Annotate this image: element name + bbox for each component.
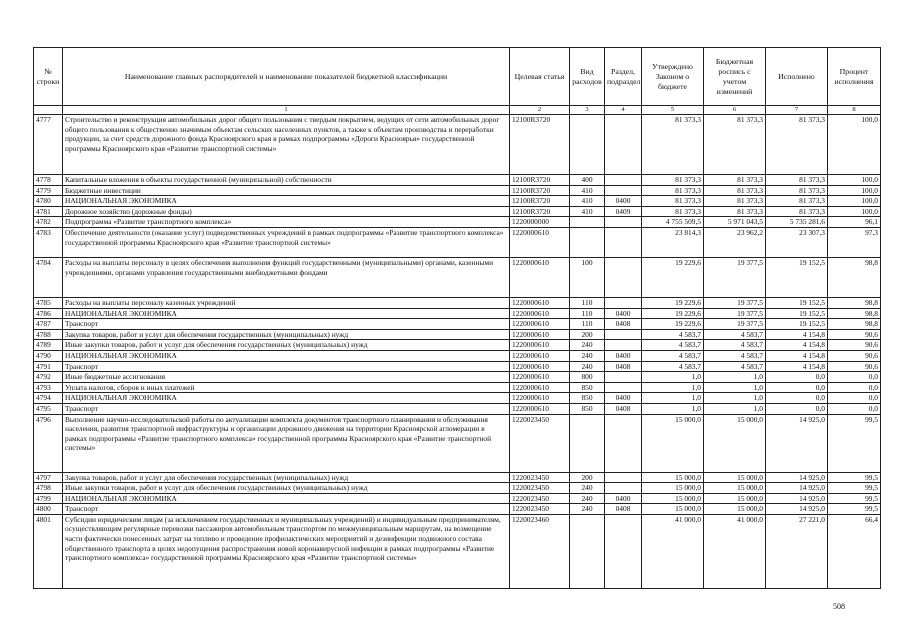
row-executed: 14 925,0 [766,483,828,494]
column-number: 2 [510,106,570,115]
row-section [605,372,642,383]
row-budget: 19 377,5 [704,297,766,308]
row-name: Выполнение научно-исследовательской работы по актуализации комплекта документов транспортного планирования и обслуживания населения, развития транспортной инфраструктуры и организации дорожного движения на территории Красноярской агломерации в рамках подпрограммы «Развитие транспортного комплекса» государственной программы Красноярского края «Развитие транспортной системы» [63,414,510,472]
row-name: Строительство и реконструкция автомобильных дорог общего пользования с твердым покрытием, ведущих от сети автомобильных дорог общего пользования к общественно значимым объектам сельских населенных пунктов, а также к объектам производства и переработки продукции, за счет средств дорожного фонда Красноярского края в рамках подпрограммы «Дороги Красноярья» государственной программы Красноярского края «Развитие транспортной системы» [63,115,510,175]
row-target-code: 1220000610 [510,297,570,308]
row-percent: 90,6 [828,361,881,372]
row-target-code: 12100R3720 [510,206,570,217]
row-executed: 19 152,5 [766,297,828,308]
col-header-pct: Процент исполнения [828,48,881,106]
row-section: 0400 [605,350,642,361]
row-target-code: 1220000610 [510,340,570,351]
row-number: 4787 [34,319,63,330]
row-section [605,514,642,588]
table-row [34,319,881,330]
row-section [605,414,642,472]
row-executed: 0,0 [766,393,828,404]
row-expense-type [570,217,605,228]
table-row [34,329,881,340]
row-number: 4777 [34,115,63,175]
row-target-code: 12100R3720 [510,196,570,207]
row-number: 4778 [34,175,63,186]
row-number: 4795 [34,403,63,414]
row-approved: 1,0 [642,382,704,393]
row-budget: 1,0 [704,382,766,393]
row-percent: 100,0 [828,115,881,175]
row-section [605,382,642,393]
row-target-code: 1220000610 [510,382,570,393]
row-executed: 4 154,8 [766,340,828,351]
row-target-code: 1220023450 [510,472,570,483]
row-number: 4781 [34,206,63,217]
row-target-code: 12100R3720 [510,115,570,175]
row-expense-type: 240 [570,350,605,361]
row-budget: 23 962,2 [704,227,766,257]
row-section [605,115,642,175]
row-expense-type: 240 [570,493,605,504]
row-name: Транспорт [63,319,510,330]
row-budget: 81 373,3 [704,115,766,175]
row-section [605,257,642,297]
row-budget: 15 000,0 [704,493,766,504]
row-target-code: 1220023460 [510,514,570,588]
row-approved: 15 000,0 [642,472,704,483]
row-section [605,340,642,351]
row-budget: 81 373,3 [704,175,766,186]
row-executed: 19 152,5 [766,257,828,297]
row-section: 0408 [605,361,642,372]
row-target-code: 1220000000 [510,217,570,228]
row-number: 4793 [34,382,63,393]
row-name: Бюджетные инвестиции [63,185,510,196]
row-budget: 4 583,7 [704,329,766,340]
table-row [34,372,881,383]
row-section [605,185,642,196]
row-name: Иные бюджетные ассигнования [63,372,510,383]
column-number: 1 [63,106,510,115]
row-budget: 15 000,0 [704,504,766,515]
row-section: 0400 [605,393,642,404]
row-budget: 1,0 [704,372,766,383]
col-header-approved: Утверждено Законом о бюджете [642,48,704,106]
row-budget: 5 971 043,5 [704,217,766,228]
row-budget: 1,0 [704,403,766,414]
row-percent: 0,0 [828,382,881,393]
table-header-row [34,48,881,106]
row-budget: 41 000,0 [704,514,766,588]
row-name: Дорожное хозяйство (дорожные фонды) [63,206,510,217]
row-name: Уплата налогов, сборов и иных платежей [63,382,510,393]
row-section [605,472,642,483]
table-body [34,115,881,589]
row-name: НАЦИОНАЛЬНАЯ ЭКОНОМИКА [63,393,510,404]
table-row [34,483,881,494]
row-executed: 14 925,0 [766,414,828,472]
row-name: НАЦИОНАЛЬНАЯ ЭКОНОМИКА [63,308,510,319]
row-executed: 0,0 [766,403,828,414]
table-row [34,382,881,393]
row-budget: 4 583,7 [704,350,766,361]
col-header-num: № строки [34,48,63,106]
table-row [34,227,881,257]
row-name: Иные закупки товаров, работ и услуг для обеспечения государственных (муниципальных) нужд [63,483,510,494]
row-expense-type: 240 [570,361,605,372]
row-percent: 99,5 [828,483,881,494]
row-executed: 23 307,3 [766,227,828,257]
row-percent: 100,0 [828,175,881,186]
row-expense-type: 240 [570,504,605,515]
row-section [605,175,642,186]
row-budget: 19 377,5 [704,257,766,297]
row-expense-type: 800 [570,372,605,383]
row-approved: 81 373,3 [642,115,704,175]
row-percent: 0,0 [828,393,881,404]
row-number: 4789 [34,340,63,351]
row-approved: 15 000,0 [642,414,704,472]
row-section [605,297,642,308]
row-section: 0400 [605,493,642,504]
table-row [34,414,881,472]
table-row [34,514,881,588]
row-executed: 27 221,0 [766,514,828,588]
row-number: 4786 [34,308,63,319]
row-expense-type: 240 [570,340,605,351]
row-executed: 81 373,3 [766,115,828,175]
row-section: 0400 [605,308,642,319]
column-number-blank [34,106,63,115]
row-percent: 99,5 [828,414,881,472]
row-executed: 81 373,3 [766,185,828,196]
row-approved: 4 583,7 [642,350,704,361]
row-percent: 98,8 [828,308,881,319]
row-expense-type: 200 [570,329,605,340]
row-expense-type: 410 [570,185,605,196]
table-row [34,196,881,207]
row-executed: 14 925,0 [766,493,828,504]
row-budget: 15 000,0 [704,414,766,472]
table-row [34,472,881,483]
row-expense-type: 110 [570,319,605,330]
row-expense-type: 850 [570,393,605,404]
row-number: 4784 [34,257,63,297]
row-executed: 4 154,8 [766,361,828,372]
row-target-code: 1220000610 [510,227,570,257]
row-expense-type: 110 [570,308,605,319]
row-name: Субсидии юридическим лицам (за исключением государственных и муниципальных учреждений) и индивидуальным предпринимателям, осуществляющим регулярные перевозки пассажиров автомобильным транспортом по межмуниципальным маршрутам, на возмещение части фактически понесенных затрат на топливо и проведение профилактических мероприятий и дезинфекции подвижного состава общественного транспорта в целях недопущения распространения новой коронавирусной инфекции в рамках подпрограммы «Развитие транспортного комплекса» государственной программы Красноярского края «Развитие транспортной системы» [63,514,510,588]
table-row [34,308,881,319]
row-section [605,483,642,494]
row-number: 4782 [34,217,63,228]
row-number: 4797 [34,472,63,483]
col-header-code: Целевая статья [510,48,570,106]
row-percent: 90,6 [828,350,881,361]
row-percent: 99,5 [828,472,881,483]
row-number: 4779 [34,185,63,196]
row-approved: 15 000,0 [642,504,704,515]
row-budget: 15 000,0 [704,483,766,494]
row-number: 4799 [34,493,63,504]
row-target-code: 12100R3720 [510,185,570,196]
row-target-code: 1220023450 [510,493,570,504]
row-target-code: 1220000610 [510,403,570,414]
row-name: Закупка товаров, работ и услуг для обеспечения государственных (муниципальных) нужд [63,329,510,340]
row-budget: 19 377,5 [704,319,766,330]
table-row [34,206,881,217]
row-approved: 1,0 [642,372,704,383]
row-approved: 81 373,3 [642,185,704,196]
row-name: НАЦИОНАЛЬНАЯ ЭКОНОМИКА [63,196,510,207]
row-percent: 99,5 [828,504,881,515]
row-target-code: 1220000610 [510,319,570,330]
table-row [34,393,881,404]
row-section [605,217,642,228]
row-approved: 1,0 [642,393,704,404]
row-target-code: 1220000610 [510,393,570,404]
row-percent: 98,8 [828,319,881,330]
row-name: Обеспечение деятельности (оказание услуг) подведомственных учреждений в рамках подпрограммы «Развитие транспортного комплекса» государственной программы Красноярского края «Развитие транспортной системы» [63,227,510,257]
row-name: Расходы на выплаты персоналу казенных учреждений [63,297,510,308]
col-header-razd: Раздел, подраздел [605,48,642,106]
row-executed: 4 154,8 [766,329,828,340]
column-number: 6 [704,106,766,115]
row-number: 4801 [34,514,63,588]
row-approved: 23 814,3 [642,227,704,257]
col-header-name: Наименование главных распорядителей и наименование показателей бюджетной классификации [63,48,510,106]
row-percent: 97,3 [828,227,881,257]
row-executed: 81 373,3 [766,175,828,186]
row-section: 0408 [605,319,642,330]
table-row [34,185,881,196]
table-row [34,350,881,361]
column-number: 8 [828,106,881,115]
row-percent: 66,4 [828,514,881,588]
row-expense-type [570,115,605,175]
row-expense-type: 240 [570,483,605,494]
row-budget: 81 373,3 [704,206,766,217]
row-approved: 41 000,0 [642,514,704,588]
row-number: 4780 [34,196,63,207]
row-budget: 81 373,3 [704,185,766,196]
table-row [34,297,881,308]
row-number: 4783 [34,227,63,257]
row-budget: 15 000,0 [704,472,766,483]
row-section [605,227,642,257]
table-row [34,504,881,515]
row-number: 4800 [34,504,63,515]
row-number: 4798 [34,483,63,494]
row-name: Подпрограмма «Развитие транспортного комплекса» [63,217,510,228]
row-section: 0408 [605,403,642,414]
row-percent: 98,8 [828,257,881,297]
budget-table [33,47,881,589]
row-executed: 14 925,0 [766,504,828,515]
row-target-code: 1220000610 [510,361,570,372]
row-approved: 19 229,6 [642,319,704,330]
row-target-code: 12100R3720 [510,175,570,186]
row-target-code: 1220000610 [510,257,570,297]
row-percent: 90,6 [828,340,881,351]
row-name: Транспорт [63,403,510,414]
table-row [34,115,881,175]
row-number: 4788 [34,329,63,340]
row-number: 4792 [34,372,63,383]
row-name: Закупка товаров, работ и услуг для обеспечения государственных (муниципальных) нужд [63,472,510,483]
col-header-vid: Вид расходов [570,48,605,106]
column-number-row [34,106,881,115]
table-row [34,340,881,351]
row-approved: 81 373,3 [642,175,704,186]
row-percent: 0,0 [828,403,881,414]
row-executed: 0,0 [766,372,828,383]
row-percent: 99,5 [828,493,881,504]
row-approved: 4 583,7 [642,340,704,351]
row-name: НАЦИОНАЛЬНАЯ ЭКОНОМИКА [63,493,510,504]
row-target-code: 1220023450 [510,414,570,472]
row-budget: 19 377,5 [704,308,766,319]
row-target-code: 1220000610 [510,372,570,383]
row-name: НАЦИОНАЛЬНАЯ ЭКОНОМИКА [63,350,510,361]
row-approved: 81 373,3 [642,196,704,207]
row-executed: 81 373,3 [766,206,828,217]
row-number: 4790 [34,350,63,361]
row-expense-type: 110 [570,297,605,308]
row-number: 4794 [34,393,63,404]
table-row [34,175,881,186]
table-row [34,257,881,297]
row-expense-type: 200 [570,472,605,483]
column-number: 3 [570,106,605,115]
row-target-code: 1220000610 [510,350,570,361]
row-expense-type [570,414,605,472]
table-row [34,361,881,372]
row-name: Транспорт [63,504,510,515]
row-expense-type [570,227,605,257]
row-number: 4785 [34,297,63,308]
row-percent: 0,0 [828,372,881,383]
row-expense-type: 410 [570,196,605,207]
row-target-code: 1220023450 [510,504,570,515]
row-executed: 19 152,5 [766,319,828,330]
row-expense-type: 400 [570,175,605,186]
row-number: 4791 [34,361,63,372]
table-row [34,493,881,504]
row-approved: 81 373,3 [642,206,704,217]
row-target-code: 1220000610 [510,308,570,319]
row-expense-type: 850 [570,382,605,393]
row-target-code: 1220000610 [510,329,570,340]
row-executed: 4 154,8 [766,350,828,361]
row-name: Капитальные вложения в объекты государственной (муниципальной) собственности [63,175,510,186]
row-percent: 100,0 [828,206,881,217]
row-expense-type [570,514,605,588]
row-budget: 81 373,3 [704,196,766,207]
row-percent: 98,8 [828,297,881,308]
row-percent: 90,6 [828,329,881,340]
row-approved: 15 000,0 [642,483,704,494]
column-number: 5 [642,106,704,115]
page-number: 508 [833,602,845,611]
row-executed: 14 925,0 [766,472,828,483]
row-section [605,329,642,340]
column-number: 7 [766,106,828,115]
row-section: 0408 [605,504,642,515]
row-number: 4796 [34,414,63,472]
row-executed: 5 735 281,6 [766,217,828,228]
row-approved: 1,0 [642,403,704,414]
row-name: Транспорт [63,361,510,372]
row-section: 0409 [605,206,642,217]
row-approved: 4 583,7 [642,329,704,340]
col-header-budget: Бюджетная роспись с учетом изменений [704,48,766,106]
row-name: Расходы на выплаты персоналу в целях обеспечения выполнения функций государственными (муниципальными) органами, казенными учреждениями, органами управления государственными внебюджетными фондами [63,257,510,297]
row-executed: 0,0 [766,382,828,393]
row-approved: 19 229,6 [642,297,704,308]
col-header-exec: Исполнено [766,48,828,106]
row-approved: 4 583,7 [642,361,704,372]
row-expense-type: 100 [570,257,605,297]
row-section: 0400 [605,196,642,207]
row-budget: 4 583,7 [704,361,766,372]
table-row [34,403,881,414]
row-budget: 1,0 [704,393,766,404]
row-approved: 4 755 509,5 [642,217,704,228]
row-percent: 100,0 [828,196,881,207]
row-expense-type: 850 [570,403,605,414]
row-approved: 15 000,0 [642,493,704,504]
row-approved: 19 229,6 [642,257,704,297]
row-executed: 19 152,5 [766,308,828,319]
table-row [34,217,881,228]
row-expense-type: 410 [570,206,605,217]
row-name: Иные закупки товаров, работ и услуг для обеспечения государственных (муниципальных) нужд [63,340,510,351]
row-approved: 19 229,6 [642,308,704,319]
column-number: 4 [605,106,642,115]
row-percent: 96,1 [828,217,881,228]
row-executed: 81 373,3 [766,196,828,207]
row-budget: 4 583,7 [704,340,766,351]
row-target-code: 1220023450 [510,483,570,494]
row-percent: 100,0 [828,185,881,196]
